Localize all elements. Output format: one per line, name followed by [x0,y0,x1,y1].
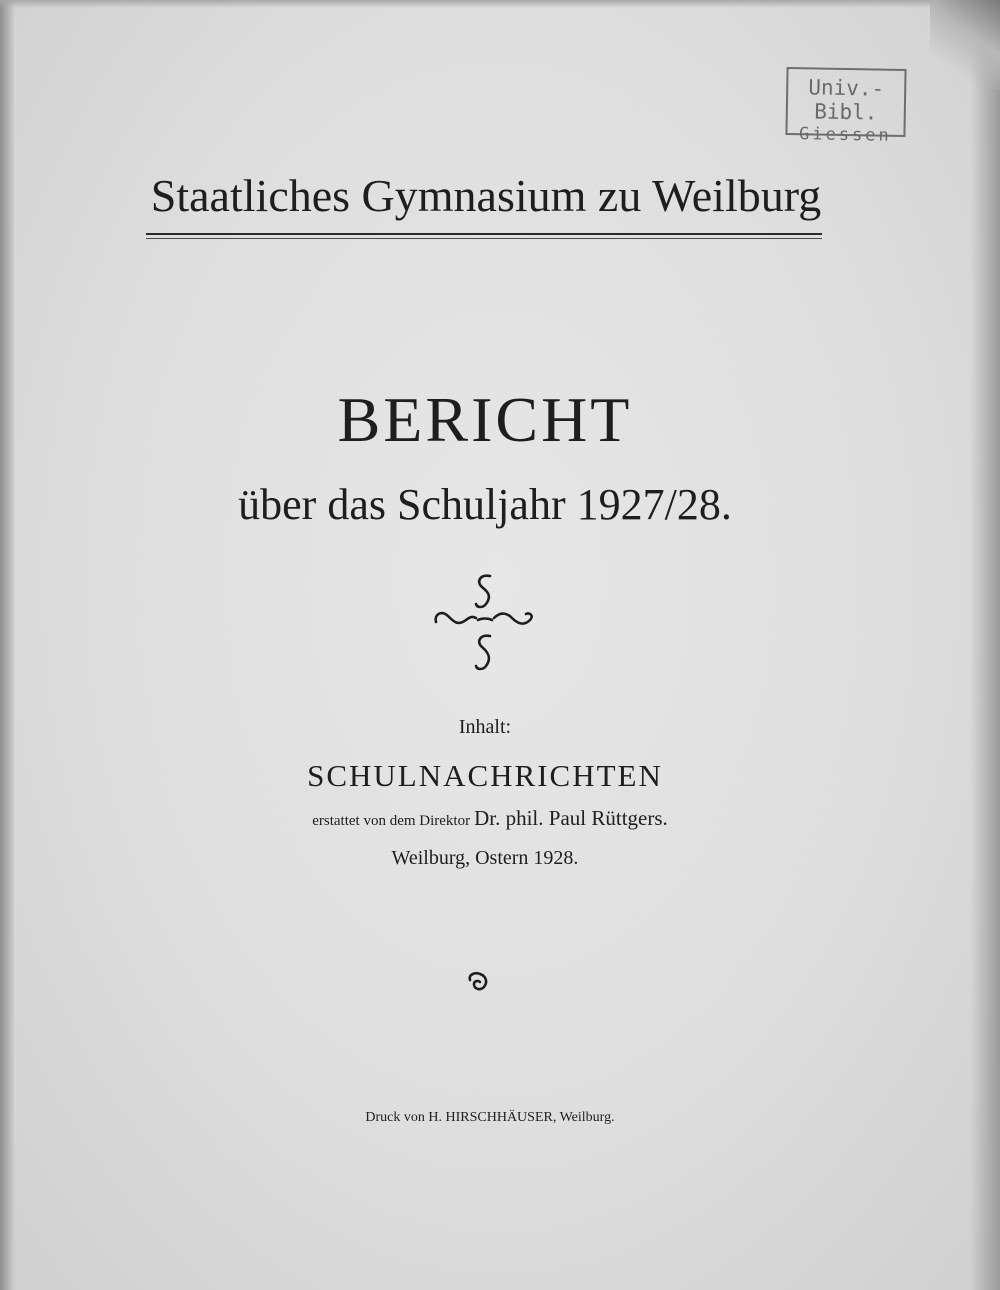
institution-name: Staatliches Gymnasium zu Weilburg [150,170,822,221]
place-date: Weilburg, Ostern 1928. [391,847,579,869]
stamp-line-1: Univ.-Bibl. [808,75,885,125]
reported-by-prefix: erstattet von dem Direktor [312,813,471,829]
printer-imprint: Druck von H. HIRSCHHÄUSER, Weilburg. [365,1110,615,1125]
cross-of-s-scrolls-icon [430,572,540,676]
contents-title: SCHULNACHRICHTEN [307,758,663,793]
contents-label: Inhalt: [458,716,512,738]
torn-corner [930,0,1000,90]
page-subtitle: über das Schuljahr 1927/28. [238,480,732,529]
page-title: BERICHT [337,384,633,455]
page-edge-top [0,0,1000,8]
stamp-line-2: Giessen [798,124,892,146]
reported-by-line [230,803,750,836]
author-name: Dr. phil. Paul Rüttgers. [474,806,668,830]
double-rule-bottom [146,238,822,239]
fleuron-icon [466,970,494,992]
library-stamp [785,67,906,146]
page-edge-right [970,0,1000,1290]
page-edge-left [0,0,14,1290]
double-rule-top [146,233,822,235]
